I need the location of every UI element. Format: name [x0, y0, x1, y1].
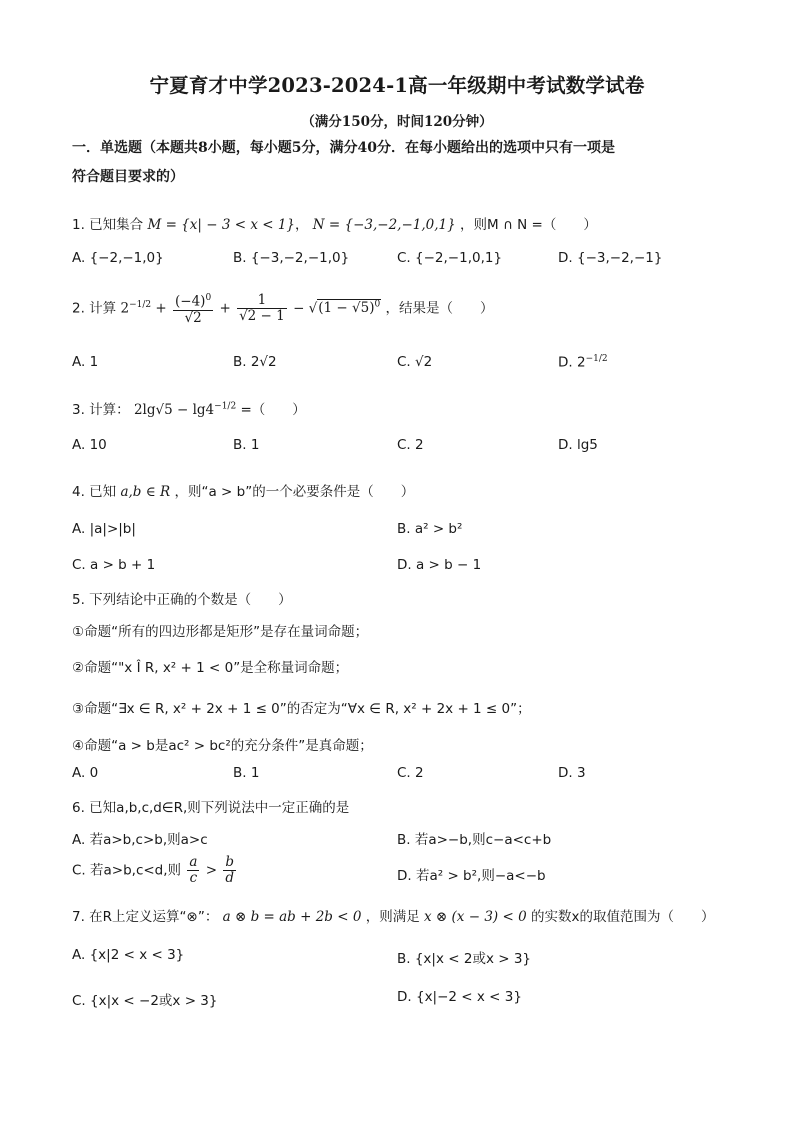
q5-option-d: D. 3	[558, 765, 586, 781]
q2-base: 2	[120, 300, 130, 317]
q1-tail: ，则M ∩ N =（ ）	[460, 217, 597, 233]
question-3-stem	[72, 398, 306, 418]
q1-prefix: 1. 已知集合	[72, 217, 144, 233]
question-4-stem	[72, 480, 414, 500]
q1-set-m: M = {x| − 3 < x < 1}	[147, 217, 295, 233]
section-heading-line2: 符合题目要求的）	[72, 169, 184, 185]
question-6-stem: 6. 已知a,b,c,d∈R,则下列说法中一定正确的是	[72, 800, 350, 816]
q7-operation: a ⊗ b = ab + 2b < 0	[222, 909, 362, 925]
q2-radicand: (1 − √5)	[318, 300, 375, 317]
q1-option-b: B. {−3,−2,−1,0}	[233, 250, 350, 266]
q4-option-c: C. a > b + 1	[72, 557, 156, 573]
q5-statement-1: ①命题“所有的四边形都是矩形”是存在量词命题；	[72, 624, 369, 640]
q3-tail: =（ ）	[240, 402, 306, 418]
q1-option-c: C. {−2,−1,0,1}	[397, 250, 503, 266]
q3-expr: 2lg√5 − lg4	[133, 402, 215, 418]
section-heading-line1: 一．单选题（本题共8小题，每小题5分，满分40分．在每小题给出的选项中只有一项是	[72, 140, 615, 156]
q5-statement-3: ③命题“∃x ∈ R, x² + 2x + 1 ≤ 0”的否定为“∀x ∈ R, x² + 2x + 1 ≤ 0”；	[72, 701, 531, 717]
q4-option-d: D. a > b − 1	[397, 557, 482, 573]
q1-option-d: D. {−3,−2,−1}	[558, 250, 663, 266]
q6-option-d: D. 若a² > b²,则−a<−b	[397, 868, 546, 884]
q5-option-a: A. 0	[72, 765, 99, 781]
q2-exp: −1/2	[129, 299, 152, 310]
page-subtitle: （满分150分，时间120分钟）	[301, 114, 493, 130]
q4-prefix: 4. 已知	[72, 484, 117, 500]
q4-condition: a,b ∈ R	[120, 484, 171, 500]
section-heading	[72, 134, 722, 192]
q2-option-a: A. 1	[72, 354, 99, 370]
q1-option-a: A. {−2,−1,0}	[72, 250, 164, 266]
question-7-stem: 7. 在R上定义运算“⊗”： a ⊗ b = ab + 2b < 0 ，则满足 x ⊗ (x − 3) < 0 的实数x的取值范围为（ ）	[72, 909, 715, 925]
q2-fraction-2: $\frac{1}{√2 - 1}$	[239, 291, 285, 324]
q2-prefix: 2. 计算	[72, 300, 117, 317]
q3-option-b: B. 1	[233, 437, 260, 453]
q6-option-b: B. 若a>−b,则c−a<c+b	[397, 832, 552, 848]
q7-option-a: A. {x|2 < x < 3}	[72, 947, 185, 963]
q1-set-n: N = {−3,−2,−1,0,1}	[312, 217, 456, 233]
q6-option-c: C. 若a>b,c<d,则 $\frac{a}{c}$ > $\frac{b}{d}$	[72, 854, 234, 886]
q7-option-b: B. {x|x < 2或x > 3}	[397, 951, 532, 967]
q5-option-c: C. 2	[397, 765, 424, 781]
q6-option-a: A. 若a>b,c>b,则a>c	[72, 832, 208, 848]
question-2-stem: 2. 计算 $2^{-1/2}$ + $\frac{(-4)^0}{√2}$ + $\frac{1}{√2 - 1}$ − $√(1 - √5)^0$ ，结果是（ ）	[72, 291, 494, 326]
page-title: 宁夏育才中学2023-2024-1高一年级期中考试数学试卷	[149, 74, 645, 97]
q3-prefix: 3. 计算：	[72, 402, 130, 418]
q5-option-b: B. 1	[233, 765, 260, 781]
q7-inequality: x ⊗ (x − 3) < 0	[424, 909, 527, 925]
q7-option-c: C. {x|x < −2或x > 3}	[72, 993, 218, 1009]
q2-tail: ，结果是（ ）	[385, 300, 494, 317]
q3-exp: −1/2	[214, 401, 237, 412]
q5-statement-4: ④命题“a > b是ac² > bc²的充分条件”是真命题；	[72, 738, 373, 754]
q7-option-d: D. {x|−2 < x < 3}	[397, 989, 522, 1005]
q4-option-a: A. |a|>|b|	[72, 521, 136, 537]
question-1-stem: 1. 已知集合 M = {x| − 3 < x < 1}， N = {−3,−2,−1,0,1} ，则M ∩ N =（ ）	[72, 217, 597, 233]
q5-statement-2: ②命题“"x Î R, x² + 1 < 0”是全称量词命题；	[72, 660, 349, 676]
q2-option-c: C. √2	[397, 354, 433, 370]
q4-tail: ，则“a > b”的一个必要条件是（ ）	[174, 484, 415, 500]
q3-option-d: D. lg5	[558, 437, 598, 453]
q2-option-d: D. $2^{-1/2}$	[558, 354, 608, 371]
q3-option-c: C. 2	[397, 437, 424, 453]
q2-option-b: B. 2√2	[233, 354, 277, 370]
q2-fraction-1: $\frac{(-4)^0}{√2}$	[175, 293, 212, 326]
q4-option-b: B. a² > b²	[397, 521, 463, 537]
question-5-stem: 5. 下列结论中正确的个数是（ ）	[72, 592, 292, 608]
q3-option-a: A. 10	[72, 437, 107, 453]
